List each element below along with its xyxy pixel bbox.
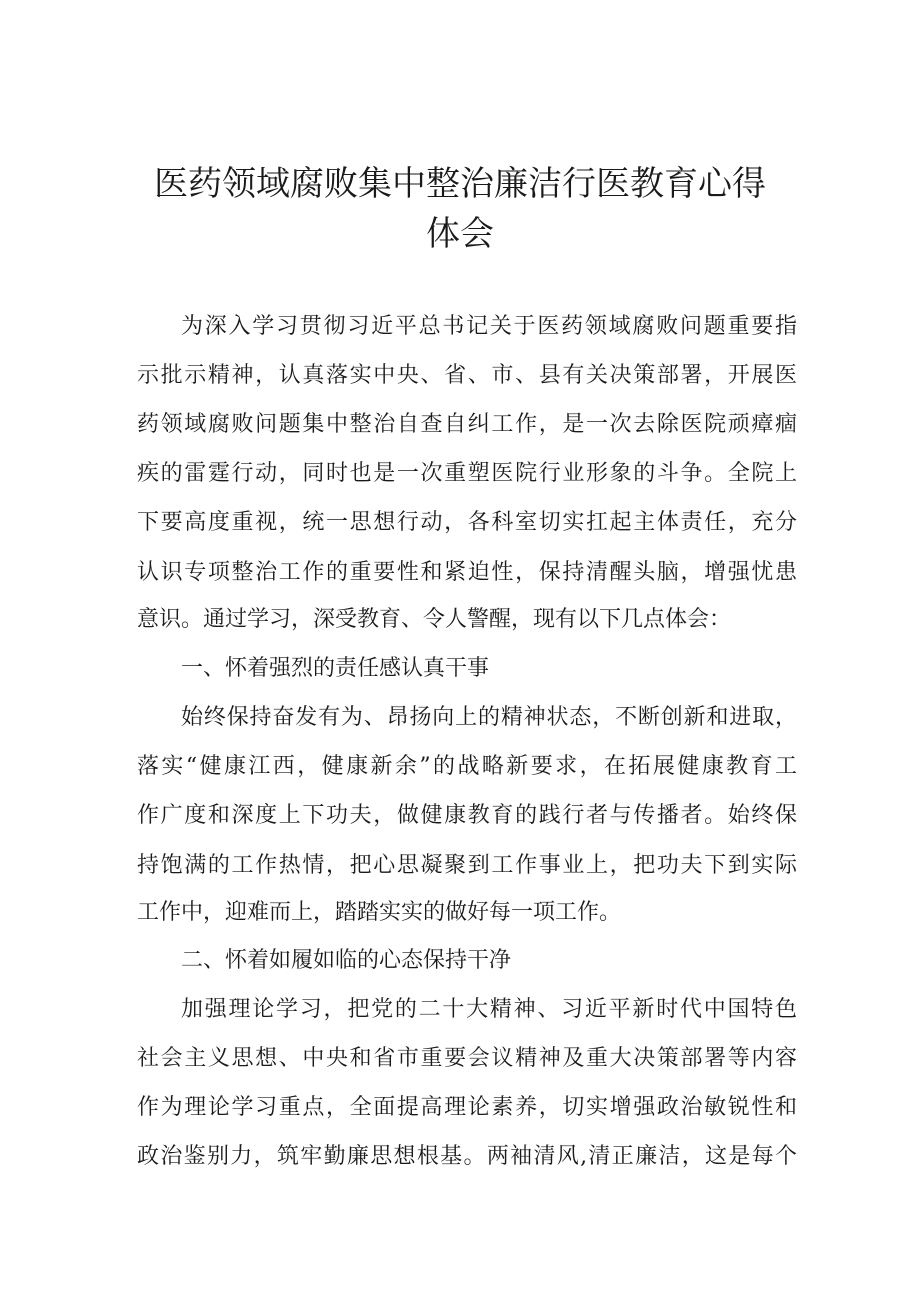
intro-line-5: 下要高度重视，统一思想行动，各科室切实扛起主体责任，充分 bbox=[137, 510, 797, 535]
section-2-line-3: 作为理论学习重点，全面提高理论素养，切实增强政治敏锐性和 bbox=[137, 1095, 797, 1120]
section-2-heading: 二、怀着如履如临的心态保持干净 bbox=[181, 948, 512, 973]
section-1-line-5: 工作中，迎难而上，踏踏实实的做好每一项工作。 bbox=[137, 900, 622, 925]
section-2-line-4: 政治鉴别力，筑牢勤廉思想根基。两袖清风,清正廉洁，这是每个 bbox=[137, 1144, 797, 1169]
intro-line-6: 认识专项整治工作的重要性和紧迫性，保持清醒头脑，增强忧患 bbox=[137, 560, 797, 585]
intro-line-3: 药领域腐败问题集中整治自查自纠工作，是一次去除医院顽瘴痼 bbox=[137, 412, 797, 437]
section-2-line-2: 社会主义思想、中央和省市重要会议精神及重大决策部署等内容 bbox=[137, 1046, 797, 1071]
section-1-line-3: 作广度和深度上下功夫，做健康教育的践行者与传播者。始终保 bbox=[137, 803, 797, 828]
section-1-line-1: 始终保持奋发有为、昂扬向上的精神状态，不断创新和进取， bbox=[181, 705, 797, 730]
document-title-line-1: 医药领域腐败集中整治廉洁行医教育心得 bbox=[154, 164, 766, 204]
intro-line-1: 为深入学习贯彻习近平总书记关于医药领域腐败问题重要指 bbox=[181, 314, 797, 339]
intro-line-4: 疾的雷霆行动，同时也是一次重塑医院行业形象的斗争。全院上 bbox=[137, 461, 797, 486]
section-2-line-1: 加强理论学习，把党的二十大精神、习近平新时代中国特色 bbox=[181, 997, 797, 1022]
section-1-line-2: 落实“健康江西，健康新余”的战略新要求，在拓展健康教育工 bbox=[137, 754, 797, 779]
section-1-heading: 一、怀着强烈的责任感认真干事 bbox=[181, 656, 490, 681]
intro-line-2: 示批示精神，认真落实中央、省、市、县有关决策部署，开展医 bbox=[137, 363, 797, 388]
document-title-line-2: 体会 bbox=[426, 214, 494, 254]
intro-line-7: 意识。通过学习，深受教育、令人警醒，现有以下几点体会： bbox=[137, 607, 732, 632]
section-1-line-4: 持饱满的工作热情，把心思凝聚到工作事业上，把功夫下到实际 bbox=[137, 853, 797, 878]
